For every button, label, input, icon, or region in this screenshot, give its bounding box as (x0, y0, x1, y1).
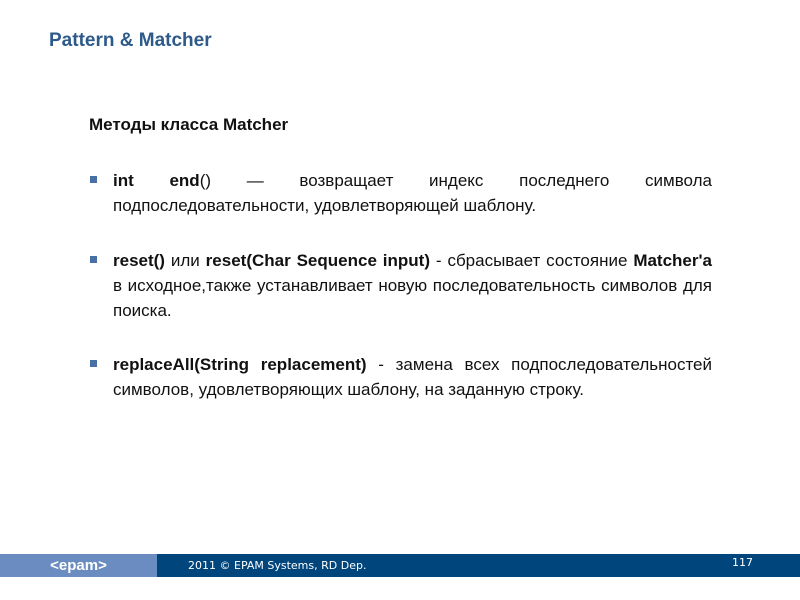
copyright: 2011 © EPAM Systems, RD Dep. (188, 559, 367, 572)
page-number: 117 (732, 556, 753, 569)
method-name: replaceAll(String replacement) (113, 355, 367, 374)
method-name: reset(Char Sequence input) (205, 251, 430, 270)
method-name: reset() (113, 251, 165, 270)
footer (0, 554, 800, 577)
method-description: - замена всех подпоследовательностей символов, удовлетворяющих шаблону, на заданную строку. (113, 355, 712, 399)
method-description: () — возвращает индекс последнего символа подпоследовательности, удовлетворяющей шаблону. (113, 171, 712, 215)
list-item (113, 248, 712, 323)
slide-title: Pattern & Matcher (49, 30, 212, 51)
class-name: Matcher'a (633, 251, 712, 270)
bullet-icon (90, 176, 97, 183)
epam-logo: <epam> (0, 554, 157, 577)
list-item (113, 352, 712, 402)
text: или (164, 251, 206, 270)
list-item (113, 168, 712, 218)
text: в исходное,также устанавливает новую последовательность символов для поиска. (113, 276, 712, 320)
method-name: int end (113, 171, 200, 190)
bullet-icon (90, 360, 97, 367)
section-heading: Методы класса Matcher (89, 115, 289, 134)
text: - сбрасывает состояние (430, 251, 634, 270)
bullet-icon (90, 256, 97, 263)
